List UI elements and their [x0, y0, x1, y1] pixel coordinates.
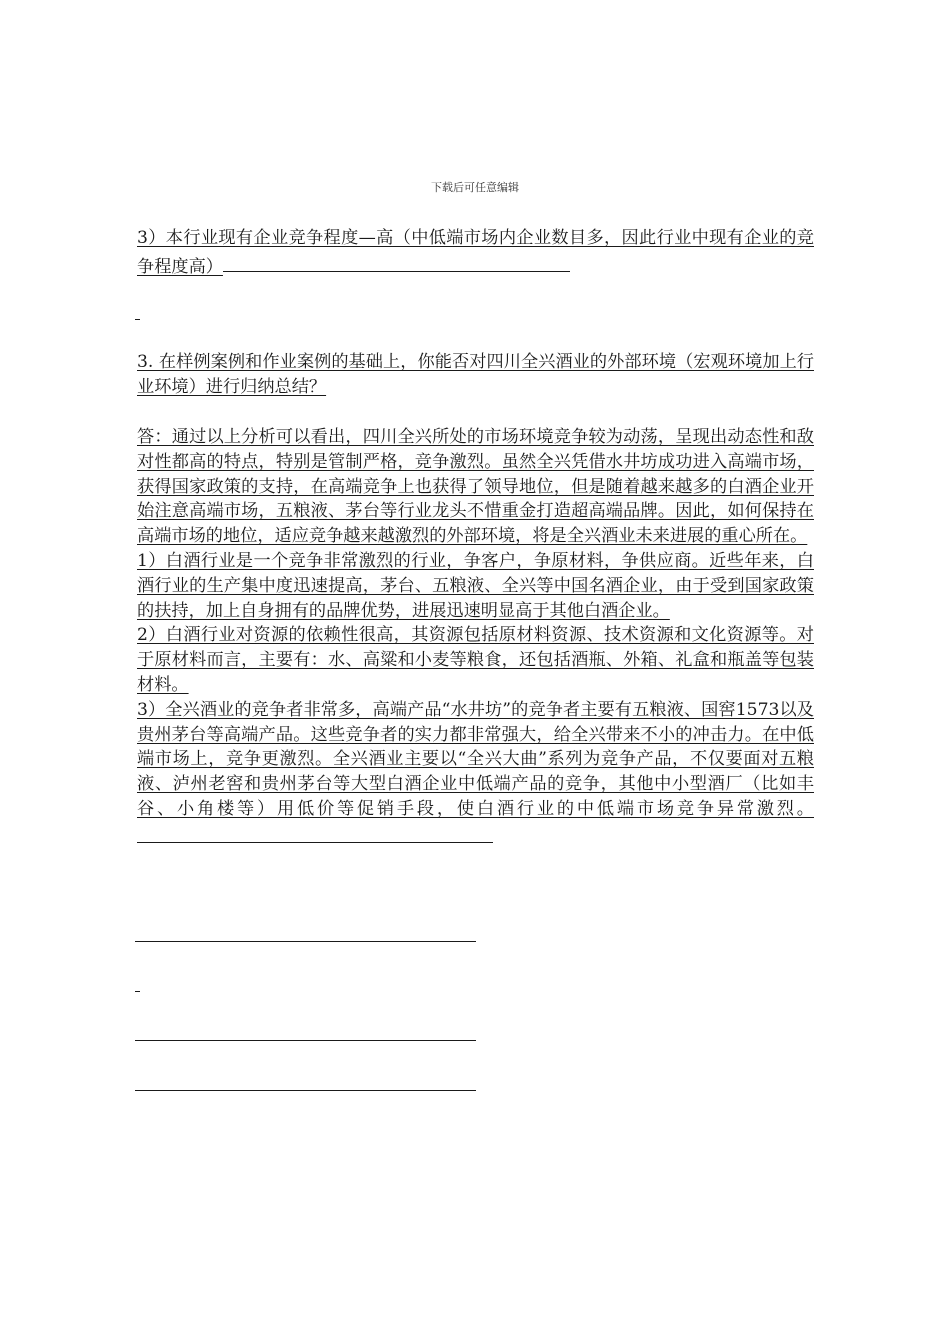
blank-rule-line: [135, 1040, 476, 1041]
fill-line: [223, 251, 570, 272]
answer-block: [137, 425, 814, 851]
answer-point-3-text: 3）全兴酒业的竞争者非常多，高端产品“水井坊”的竞争者主要有五粮液、国窖1573以及贵州茅台等高端产品。这些竞争者的实力都非常强大，给全兴带来不小的冲击力。在中低端市场上，竞争更激烈。全兴酒业主要以“全兴大曲”系列为竞争产品，不仅要面对五粮液、泸州老窖和贵州茅台等大型白酒企业中低端产品的竞争，其他中小型酒厂（比如丰谷、小角楼等）用低价等促销手段，使白酒行业的中低端市场竞争异常激烈。: [137, 699, 814, 819]
answer-point-1: [137, 549, 814, 623]
blank-rule-line: [135, 941, 476, 942]
answer-point-1-text: 1）白酒行业是一个竞争非常激烈的行业，争客户，争原材料，争供应商。近些年来，白酒行业的生产集中度迅速提高，茅台、五粮液、全兴等中国名酒企业，由于受到国家政策的扶持，加上自身拥有的品牌优势，进展迅速明显高于其他白酒企业。: [137, 550, 814, 621]
answer-summary-text: 答：通过以上分析可以看出，四川全兴所处的市场环境竞争较为动荡，呈现出动态性和敌对性都高的特点，特别是管制严格，竞争激烈。虽然全兴凭借水井坊成功进入高端市场，获得国家政策的支持，在高端竞争上也获得了领导地位，但是随着越来越多的白酒企业开始注意高端市场，五粮液、茅台等行业龙头不惜重金打造超高端品牌。因此，如何保持在高端市场的地位，适应竞争越来越激烈的外部环境，将是全兴酒业未来进展的重心所在。: [137, 427, 814, 547]
intro-item-3: [137, 226, 814, 280]
blank-line-marker: [135, 319, 140, 320]
answer-point-2-text: 2）白酒行业对资源的依赖性很高，其资源包括原材料资源、技术资源和文化资源等。对于原材料而言，主要有：水、高粱和小麦等粮食，还包括酒瓶、外箱、礼盒和瓶盖等包装材料。: [137, 625, 814, 695]
question-3-text: 3. 在样例案例和作业案例的基础上，你能否对四川全兴酒业的外部环境（宏观环境加上行业环境）进行归纳总结？: [137, 352, 814, 397]
question-3: [137, 350, 814, 400]
blank-rule-line: [135, 1090, 476, 1091]
page-header: 下载后可任意编辑: [431, 181, 519, 194]
answer-summary: [137, 425, 814, 549]
answer-point-2: [137, 623, 814, 697]
blank-line-marker: [135, 991, 140, 992]
intro-item-3-text: 3）本行业现有企业竞争程度—高（中低端市场内企业数目多，因此行业中现有企业的竞争程度高）: [137, 228, 814, 277]
answer-point-3: [137, 698, 814, 851]
fill-line: [137, 822, 493, 843]
